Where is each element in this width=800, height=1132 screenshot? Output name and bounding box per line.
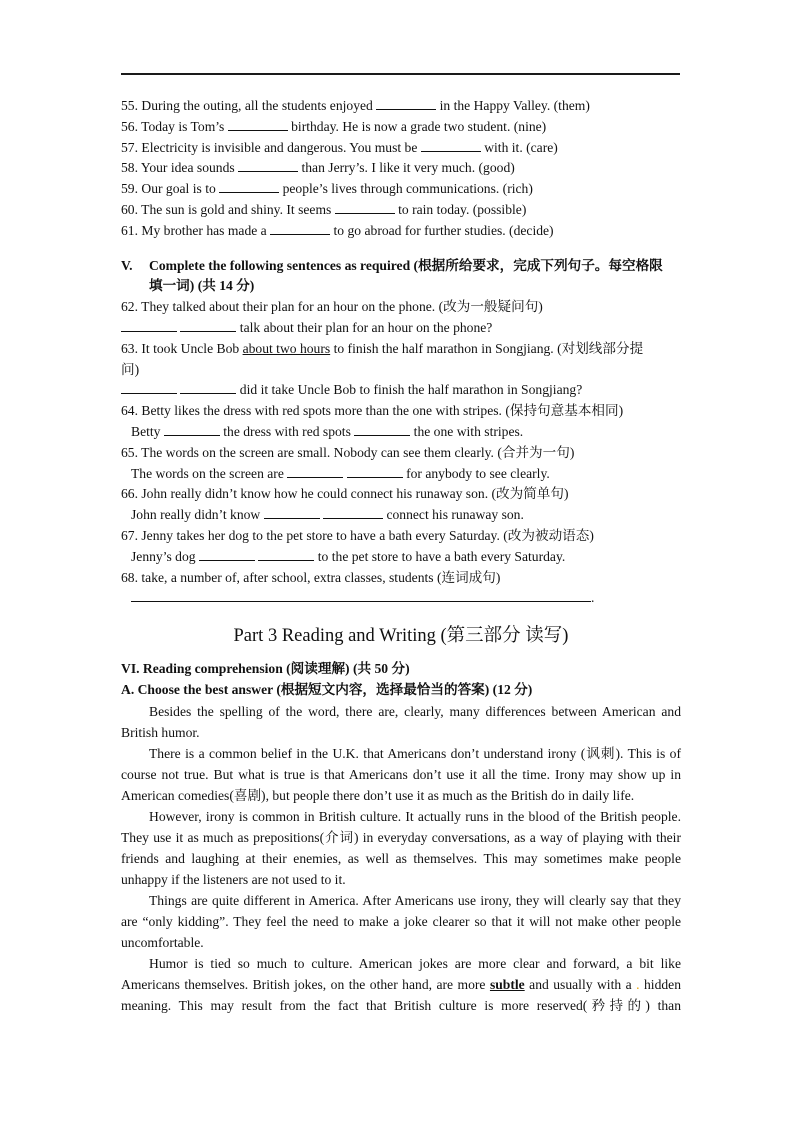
answer-blank[interactable] <box>228 118 288 131</box>
passage-paragraph-4: Things are quite different in America. After Americans use irony, they will clearly say that they are “only kidding”. They feel the need to make a joke clearer so that it will not make other people uncomfortable. <box>121 892 681 950</box>
answer-blank[interactable] <box>180 381 236 394</box>
passage-paragraph-2: There is a common belief in the U.K. that Americans don’t understand irony (讽刺). This is of course not true. But what is true is that Americans don’t use it all the time. Irony may show up in American comedies(喜剧), but people there don’t use it as much as the British do in daily life. <box>121 745 681 803</box>
answer-blank[interactable] <box>335 201 395 214</box>
question-56: 56. Today is Tom’s birthday. He is now a grade two student. (nine) <box>121 118 547 134</box>
answer-62: talk about their plan for an hour on the phone? <box>121 318 681 339</box>
question-64: 64. Betty likes the dress with red spots more than the one with stripes. (保持句意基本相同) <box>121 403 624 419</box>
header-rule <box>121 73 680 75</box>
question-63-cont: 问) <box>121 361 140 377</box>
part-3-title: Part 3 Reading and Writing (第三部分 读写) <box>233 626 569 647</box>
answer-blank[interactable] <box>238 159 298 172</box>
answer-68: . <box>121 588 681 609</box>
answer-blank[interactable] <box>421 139 481 152</box>
spacer <box>121 242 681 256</box>
answer-blank[interactable] <box>287 465 343 478</box>
answer-blank[interactable] <box>164 423 220 436</box>
answer-blank[interactable] <box>323 506 383 519</box>
question-57: 57. Electricity is invisible and dangerous. You must be with it. (care) <box>121 139 558 155</box>
question-63: 63. It took Uncle Bob about two hours to finish the half marathon in Songjiang. (对划线部分提 <box>121 340 644 356</box>
question-59: 59. Our goal is to people’s lives through communications. (rich) <box>121 181 533 197</box>
answer-blank[interactable] <box>347 465 403 478</box>
answer-64: Betty the dress with red spots the one with stripes. <box>131 423 524 439</box>
question-55: 55. During the outing, all the students enjoyed in the Happy Valley. (them) <box>121 98 590 113</box>
question-60: 60. The sun is gold and shiny. It seems to rain today. (possible) <box>121 201 527 217</box>
key-word: subtle <box>489 976 525 992</box>
answer-blank[interactable] <box>354 423 410 436</box>
answer-63: did it take Uncle Bob to finish the half marathon in Songjiang? <box>121 380 681 401</box>
answer-blank[interactable] <box>258 548 314 561</box>
answer-blank[interactable] <box>180 319 236 332</box>
question-67: 67. Jenny takes her dog to the pet store to have a bath every Saturday. (改为被动语态) <box>121 527 594 543</box>
answer-65: The words on the screen are for anybody to see clearly. <box>131 465 550 481</box>
question-68: 68. take, a number of, after school, extra classes, students (连词成句) <box>121 569 501 585</box>
section-vi-heading: VI. Reading comprehension (阅读理解) (共 50 分) <box>121 661 410 677</box>
answer-blank[interactable] <box>121 381 177 394</box>
answer-blank[interactable] <box>376 97 436 110</box>
stray-mark: . <box>636 976 640 992</box>
answer-67: Jenny’s dog to the pet store to have a bath every Saturday. <box>131 548 566 564</box>
answer-blank[interactable] <box>121 319 177 332</box>
passage-paragraph-5: Humor is tied so much to culture. American jokes are more clear and forward, a bit like Americans themselves. British jokes, on the other hand, are more subtle and usually with a . hidden meaning. This may result from the fact that British culture is more reserved(矜持的) than <box>121 955 681 1013</box>
question-61: 61. My brother has made a to go abroad for further studies. (decide) <box>121 222 554 238</box>
question-58: 58. Your idea sounds than Jerry’s. I like it very much. (good) <box>121 160 515 176</box>
section-v-heading-cont: 填一词) (共 14 分) <box>149 278 255 294</box>
answer-blank[interactable] <box>199 548 255 561</box>
answer-blank[interactable] <box>264 506 320 519</box>
question-65: 65. The words on the screen are small. Nobody can see them clearly. (合并为一句) <box>121 444 575 460</box>
passage-paragraph-1: Besides the spelling of the word, there are, clearly, many differences between American and British humor. <box>121 703 681 740</box>
answer-66: John really didn’t know connect his runaway son. <box>131 507 524 523</box>
answer-blank[interactable] <box>219 180 279 193</box>
answer-blank[interactable] <box>270 222 330 235</box>
section-a-heading: A. Choose the best answer (根据短文内容，选择最恰当的答案) (12 分) <box>121 681 533 697</box>
section-v-heading: V. Complete the following sentences as required (根据所给要求，完成下列句子。每空格限 <box>121 257 663 273</box>
question-62: 62. They talked about their plan for an hour on the phone. (改为一般疑问句) <box>121 299 543 315</box>
answer-line[interactable] <box>131 589 591 602</box>
content <box>121 96 681 1016</box>
underlined-phrase: about two hours <box>242 340 331 356</box>
passage-paragraph-3: However, irony is common in British culture. It actually runs in the blood of the British people. They use it as much as prepositions(介词) in everyday conversations, as a way of playing with their friends and laughing at their enemies, as well as themselves. This may sometimes make people unhappy if the listeners are not used to it. <box>121 808 681 887</box>
question-66: 66. John really didn’t know how he could connect his runaway son. (改为简单句) <box>121 486 569 502</box>
